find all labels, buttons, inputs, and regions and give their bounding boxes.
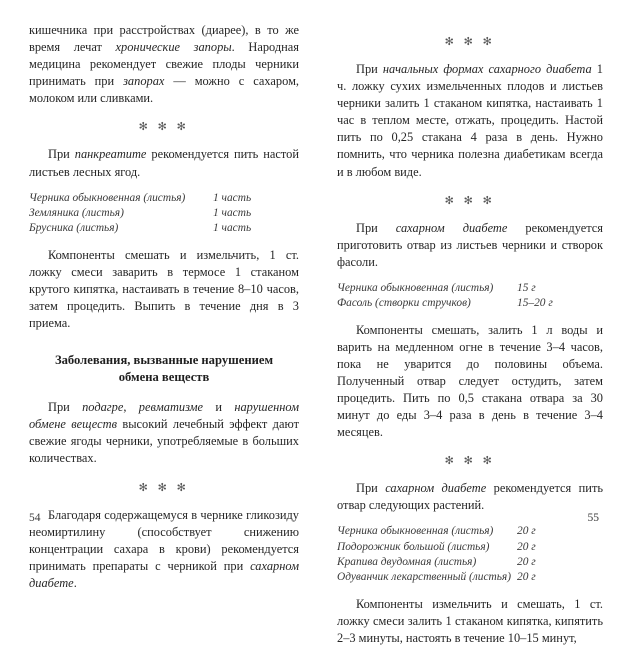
vertical-spacer [29,332,299,352]
ingredient-name: Черника обыкновенная (листья) [337,281,494,294]
ingredient-name: Одуванчик лекарственный (листья) [337,571,512,584]
ingredient-table [29,191,299,237]
body-paragraph: Компоненты измельчить и смешать, 1 ст. ложку смеси залить 1 стаканом кипятка, кипятить 2–3 минуты, настоять в течение 10–15 минут, [337,596,603,645]
ingredient-row [29,191,299,206]
page-left [0,0,313,590]
ingredient-amount: 20 г [517,525,536,538]
vertical-spacer [337,586,603,596]
body-paragraph: Благодаря содержащемуся в чернике гликозиду неомиртилину (способствует снижению концентрации сахара в крови) рекомендуется принимать препараты с черникой при сахарном диабете. [29,507,299,590]
ingredient-amount: 20 г [517,540,536,553]
vertical-spacer [337,441,603,454]
vertical-spacer [337,49,603,61]
left-page-text-column [29,22,299,592]
section-separator-asterisks: ✻ ✻ ✻ [444,194,496,207]
ingredient-row [337,540,603,555]
ingredient-name: Земляника (листья) [29,206,124,219]
vertical-spacer [337,271,603,281]
page-right [313,0,627,645]
section-heading-line: Заболевания, вызванные нарушением [54,353,274,368]
section-separator-asterisks: ✻ ✻ ✻ [138,121,190,134]
ingredient-amount: 15–20 г [517,297,553,310]
vertical-spacer [29,495,299,507]
ingredient-name: Подорожник большой (листья) [337,540,490,553]
ingredient-amount: 15 г [517,281,536,294]
body-paragraph: При панкреатите рекомендуется пить настой листьев лесных ягод. [29,147,300,179]
page-number-right: 55 [587,512,599,524]
section-separator-asterisks: ✻ ✻ ✻ [138,481,190,494]
ingredient-table [337,281,603,312]
section-heading-line: обмена веществ [118,369,210,384]
ingredient-name: Фасоль (створки стручков) [337,297,471,310]
vertical-spacer [337,22,603,35]
body-paragraph: При начальных формах сахарного диабета 1 ч. ложку сухих измельченных плодов и листьев черники залить 1 стаканом кипятка, настаивать 1 час в теплом месте, отжать, процедить. Настой пить по 0,25 стакана 4 раза в день. Нужно помнить, что черника полезна диабетикам всегда и в любом виде. [337,62,603,179]
ingredient-row [29,206,299,221]
body-paragraph: При сахарном диабете рекомендуется пить отвар следующих растений. [337,481,604,513]
vertical-spacer [337,468,603,480]
body-paragraph: Компоненты смешать, залить 1 л воды и варить на медленном огне в течение 3–4 часов, пока не уварится до половины объема. Полученный отвар следует остудить, затем процедить. Пить по 0,5 стакана отвара за 30 минут до еды 3–4 раза в день в течение 3–4 месяцев. [337,322,603,440]
ingredient-table [337,524,603,585]
vertical-spacer [29,385,299,399]
ingredient-name: Крапива двудомная (листья) [337,555,477,568]
ingredient-row [337,281,603,296]
ingredient-row [337,524,603,539]
vertical-spacer [29,107,299,120]
body-paragraph: Компоненты смешать и измельчить, 1 ст. ложку смеси заварить в термосе 1 стаканом крутого кипятка, настаивать в течение 8–10 часов, затем процедить. Выпить в течение дня в 3 приема. [29,247,299,330]
ingredient-amount: 1 часть [213,191,252,204]
vertical-spacer [337,208,603,220]
body-paragraph: кишечника при расстройствах (диарее), в то же время лечат хронические запоры. Народная медицина рекомендует свежие плоды черники принимать при запорах — можно с сахаром, молоком или сливками. [29,23,300,106]
body-paragraph: При сахарном диабете рекомендуется приготовить отвар из листьев черники и створок фасоли. [337,220,604,269]
vertical-spacer [337,514,603,524]
ingredient-row [337,296,603,311]
vertical-spacer [29,237,299,247]
ingredient-name: Черника обыкновенная (листья) [29,191,186,204]
ingredient-row [337,570,603,585]
right-page-text-column [337,22,603,647]
vertical-spacer [29,181,299,191]
ingredient-amount: 20 г [517,571,536,584]
section-separator-asterisks: ✻ ✻ ✻ [444,36,496,48]
ingredient-name: Черника обыкновенная (листья) [337,525,494,538]
page-number-left: 54 [29,512,41,524]
vertical-spacer [337,181,603,194]
ingredient-row [337,555,603,570]
ingredient-name: Брусника (листья) [29,222,119,235]
ingredient-amount: 20 г [517,555,536,568]
section-separator-asterisks: ✻ ✻ ✻ [444,455,496,468]
body-paragraph: При подагре, ревматизме и нарушенном обмене веществ высокий лечебный эффект дают свежие ягоды черники, употребляемые в больших количествах. [29,400,299,466]
vertical-spacer [29,468,299,481]
ingredient-amount: 1 часть [213,222,252,235]
vertical-spacer [29,134,299,146]
ingredient-row [29,221,299,236]
ingredient-amount: 1 часть [213,206,252,219]
vertical-spacer [337,312,603,322]
